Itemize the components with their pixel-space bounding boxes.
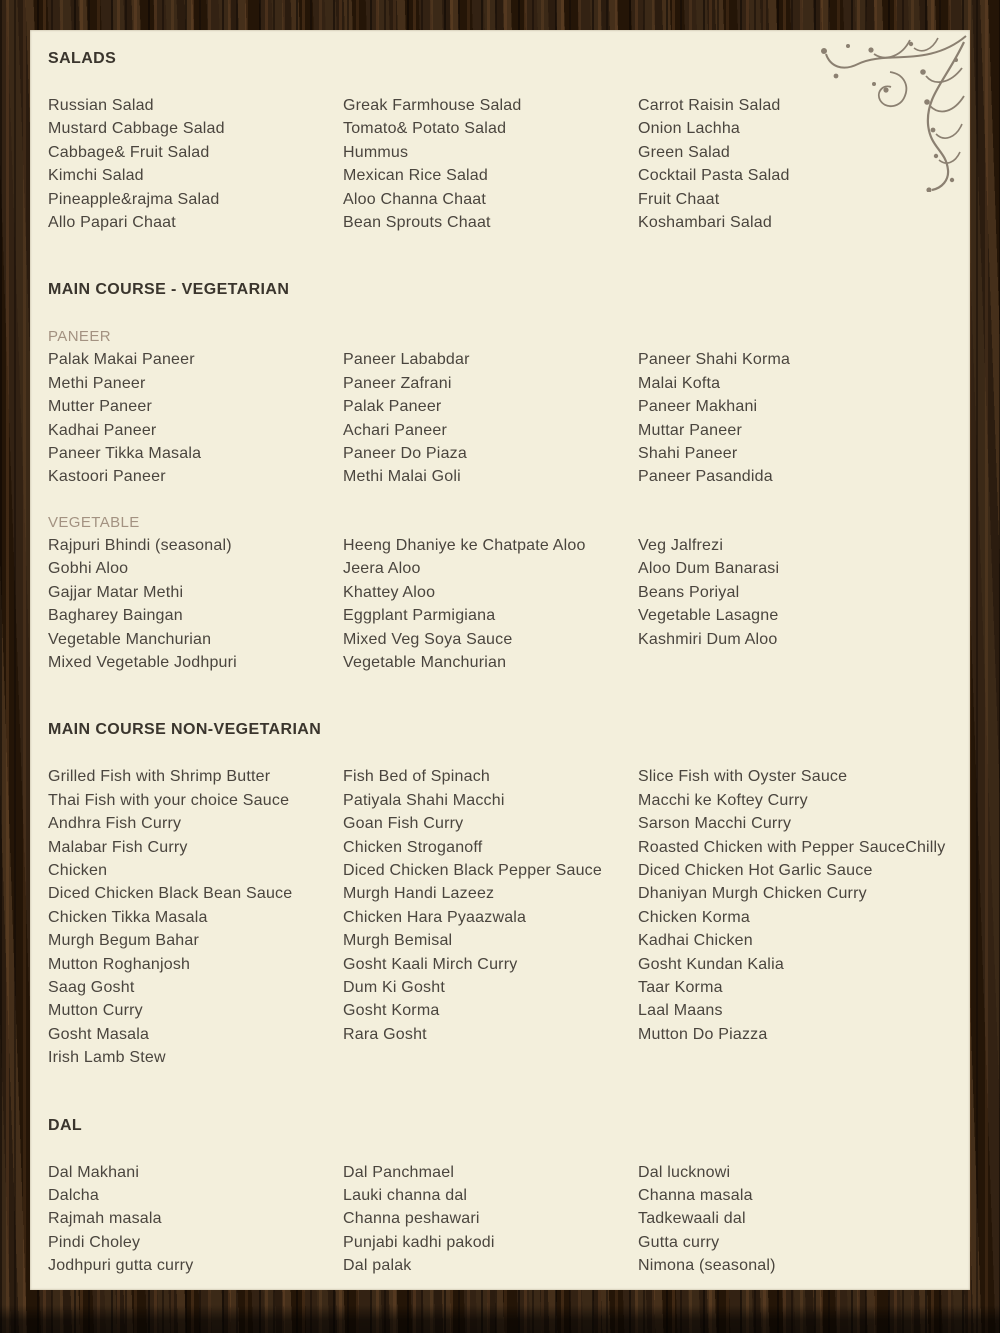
menu-column	[48, 348, 343, 488]
menu-item: Aloo Channa Chaat	[343, 190, 487, 208]
menu-column	[638, 348, 952, 488]
menu-item: Paneer Lababdar	[343, 351, 470, 369]
menu-section-main-course-vegetarian	[48, 280, 952, 674]
menu-item: Gobhi Aloo	[48, 560, 129, 578]
menu-item: Sarson Macchi Curry	[638, 815, 792, 833]
menu-item: Rara Gosht	[343, 1025, 427, 1043]
subsection-label: VEGETABLE	[48, 513, 140, 531]
menu-column	[343, 1161, 638, 1278]
menu-column	[48, 94, 343, 234]
menu-item: Mutter Paneer	[48, 398, 152, 416]
menu-item: Paneer Do Piaza	[343, 445, 467, 463]
menu-item: Khattey Aloo	[343, 583, 436, 601]
menu-item: Green Salad	[638, 143, 731, 161]
menu-item: Murgh Handi Lazeez	[343, 885, 495, 903]
menu-item: Koshambari Salad	[638, 214, 772, 232]
menu-item: Palak Makai Paneer	[48, 351, 195, 369]
menu-item: Jodhpuri gutta curry	[48, 1257, 194, 1275]
menu-item: Dal Panchmael	[343, 1163, 455, 1181]
menu-item: Tadkewaali dal	[638, 1210, 746, 1228]
menu-item: Paneer Shahi Korma	[638, 351, 791, 369]
menu-item: Kadhai Paneer	[48, 421, 157, 439]
menu-item: Diced Chicken Black Pepper Sauce	[343, 861, 602, 879]
menu-column	[343, 348, 638, 488]
menu-page	[30, 30, 970, 1290]
menu-column	[343, 534, 638, 674]
menu-item: Eggplant Parmigiana	[343, 607, 496, 625]
menu-item: Roasted Chicken with Pepper SauceChilly	[638, 838, 946, 856]
menu-columns	[48, 94, 952, 234]
menu-columns	[48, 348, 952, 488]
menu-item: Palak Paneer	[343, 398, 442, 416]
subsection-label: PANEER	[48, 328, 111, 346]
menu-column	[343, 765, 638, 1069]
menu-item: Paneer Tikka Masala	[48, 445, 202, 463]
section-title: MAIN COURSE - VEGETARIAN	[48, 281, 290, 299]
menu-item: Fruit Chaat	[638, 190, 720, 208]
section-title: SALADS	[48, 50, 117, 67]
menu-item: Goan Fish Curry	[343, 815, 464, 833]
menu-item: Pineapple&rajma Salad	[48, 190, 220, 208]
menu-item: Mixed Veg Soya Sauce	[343, 630, 513, 648]
menu-item: Bagharey Baingan	[48, 607, 183, 625]
menu-item: Mexican Rice Salad	[343, 167, 488, 185]
menu-group	[48, 325, 952, 488]
menu-item: Jeera Aloo	[343, 560, 421, 578]
menu-item: Greak Farmhouse Salad	[343, 97, 522, 114]
menu-item: Tomato& Potato Salad	[343, 120, 507, 138]
menu-columns	[48, 1161, 952, 1278]
menu-column	[48, 534, 343, 674]
menu-item: Gosht Korma	[343, 1002, 440, 1020]
menu-item: Grilled Fish with Shrimp Butter	[48, 768, 271, 786]
menu-item: Allo Papari Chaat	[48, 214, 176, 232]
menu-group	[48, 94, 952, 234]
menu-item: Murgh Begum Bahar	[48, 932, 200, 950]
menu-item: Achari Paneer	[343, 421, 447, 439]
menu-item: Malai Kofta	[638, 374, 721, 392]
menu-item: Methi Malai Goli	[343, 468, 461, 486]
menu-item: Gutta curry	[638, 1233, 720, 1251]
menu-item: Carrot Raisin Salad	[638, 97, 781, 114]
menu-item: Mutton Curry	[48, 1002, 143, 1020]
menu-columns	[48, 534, 952, 674]
menu-item: Heeng Dhaniye ke Chatpate Aloo	[343, 536, 586, 554]
menu-item: Bean Sprouts Chaat	[343, 214, 491, 232]
menu-item: Mutton Roghanjosh	[48, 955, 191, 973]
menu-item: Nimona (seasonal)	[638, 1257, 776, 1275]
menu-item: Chicken Stroganoff	[343, 838, 483, 856]
menu-item: Paneer Zafrani	[343, 374, 452, 392]
menu-item: Dhaniyan Murgh Chicken Curry	[638, 885, 867, 903]
menu-item: Dal lucknowi	[638, 1163, 731, 1181]
menu-section-dal	[48, 1116, 952, 1278]
menu-item: Thai Fish with your choice Sauce	[48, 791, 290, 809]
menu-item: Beans Poriyal	[638, 583, 740, 601]
menu-content	[48, 49, 952, 1278]
menu-item: Rajmah masala	[48, 1210, 162, 1228]
menu-item: Channa masala	[638, 1187, 753, 1204]
menu-item: Andhra Fish Curry	[48, 815, 182, 833]
menu-item: Diced Chicken Black Bean Sauce	[48, 885, 293, 903]
menu-column	[48, 1161, 343, 1278]
menu-item: Onion Lachha	[638, 120, 741, 138]
menu-item: Laal Maans	[638, 1002, 723, 1020]
menu-item: Diced Chicken Hot Garlic Sauce	[638, 861, 873, 879]
menu-column	[638, 765, 952, 1069]
menu-item: Chicken	[48, 861, 108, 879]
menu-item: Punjabi kadhi pakodi	[343, 1233, 495, 1251]
menu-item: Chicken Hara Pyaazwala	[343, 908, 527, 926]
menu-item: Taar Korma	[638, 978, 723, 996]
menu-item: Kastoori Paneer	[48, 468, 166, 486]
menu-item: Saag Gosht	[48, 978, 135, 996]
menu-item: Kashmiri Dum Aloo	[638, 630, 778, 648]
menu-item: Macchi ke Koftey Curry	[638, 791, 808, 809]
menu-item: Mutton Do Piazza	[638, 1025, 768, 1043]
menu-item: Kadhai Chicken	[638, 932, 753, 950]
menu-item: Chicken Tikka Masala	[48, 908, 208, 926]
menu-item: Fish Bed of Spinach	[343, 768, 490, 786]
menu-item: Kimchi Salad	[48, 167, 144, 185]
menu-item: Methi Paneer	[48, 374, 146, 392]
menu-item: Mixed Vegetable Jodhpuri	[48, 653, 237, 671]
menu-item: Aloo Dum Banarasi	[638, 560, 780, 578]
menu-group	[48, 1161, 952, 1278]
menu-item: Muttar Paneer	[638, 421, 742, 439]
menu-item: Vegetable Lasagne	[638, 607, 779, 625]
menu-item: Patiyala Shahi Macchi	[343, 791, 505, 809]
section-title: MAIN COURSE NON-VEGETARIAN	[48, 721, 322, 739]
menu-item: Malabar Fish Curry	[48, 838, 188, 856]
menu-item: Veg Jalfrezi	[638, 536, 724, 554]
menu-item: Paneer Pasandida	[638, 468, 773, 486]
menu-column	[343, 94, 638, 234]
menu-section-salads	[48, 49, 952, 234]
menu-section-main-course-non-vegetarian	[48, 720, 952, 1069]
menu-item: Lauki channa dal	[343, 1187, 468, 1204]
menu-item: Vegetable Manchurian	[343, 653, 507, 671]
menu-column	[638, 1161, 952, 1278]
menu-item: Chicken Korma	[638, 908, 750, 926]
menu-item: Dum Ki Gosht	[343, 978, 445, 996]
menu-item: Cabbage& Fruit Salad	[48, 143, 210, 161]
menu-item: Shahi Paneer	[638, 445, 738, 463]
menu-item: Vegetable Manchurian	[48, 630, 212, 648]
menu-item: Gajjar Matar Methi	[48, 583, 184, 601]
menu-item: Gosht Masala	[48, 1025, 150, 1043]
menu-item: Murgh Bemisal	[343, 932, 453, 950]
menu-group	[48, 765, 952, 1069]
menu-item: Irish Lamb Stew	[48, 1049, 166, 1067]
menu-column	[638, 534, 952, 674]
menu-item: Channa peshawari	[343, 1210, 480, 1228]
menu-item: Cocktail Pasta Salad	[638, 167, 790, 185]
menu-item: Slice Fish with Oyster Sauce	[638, 768, 848, 786]
menu-item: Rajpuri Bhindi (seasonal)	[48, 536, 232, 554]
menu-column	[638, 94, 952, 234]
menu-item: Pindi Choley	[48, 1233, 141, 1251]
menu-item: Gosht Kaali Mirch Curry	[343, 955, 518, 973]
menu-columns	[48, 765, 952, 1069]
menu-column	[48, 765, 343, 1069]
menu-item: Gosht Kundan Kalia	[638, 955, 784, 973]
menu-item: Dal Makhani	[48, 1163, 140, 1181]
menu-item: Dal palak	[343, 1257, 412, 1275]
menu-item: Hummus	[343, 143, 409, 161]
menu-item: Paneer Makhani	[638, 398, 758, 416]
menu-item: Mustard Cabbage Salad	[48, 120, 225, 138]
menu-item: Russian Salad	[48, 97, 154, 114]
section-title: DAL	[48, 1116, 83, 1134]
menu-item: Dalcha	[48, 1187, 100, 1204]
menu-group	[48, 511, 952, 674]
